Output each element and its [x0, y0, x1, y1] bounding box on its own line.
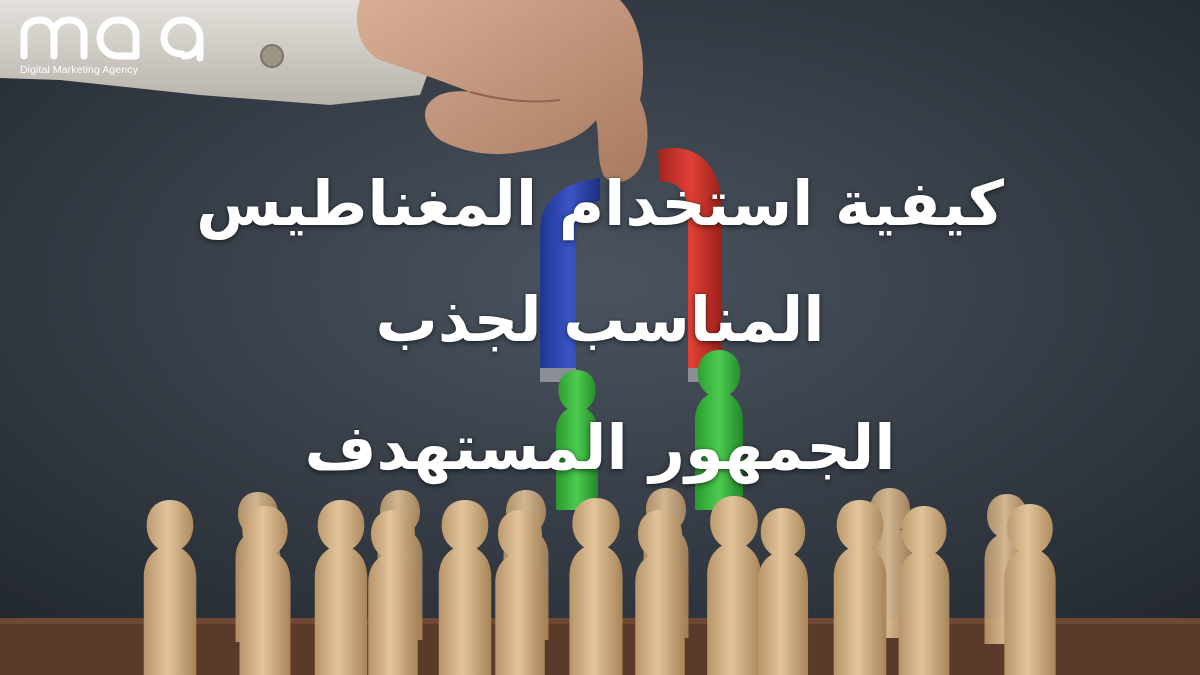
wooden-figures-front-row — [144, 496, 1056, 675]
headline-line-1: كيفية استخدام المغناطيس — [196, 167, 1004, 240]
mag-wordmark-graphic — [18, 14, 218, 64]
logo-tagline: Digital Marketing Agency — [20, 64, 138, 76]
cuff-button — [261, 45, 283, 67]
brand-logo — [18, 14, 218, 84]
headline-line-3: الجمهور المستهدف — [304, 411, 896, 484]
headline-line-2: المناسب لجذب — [375, 283, 825, 356]
